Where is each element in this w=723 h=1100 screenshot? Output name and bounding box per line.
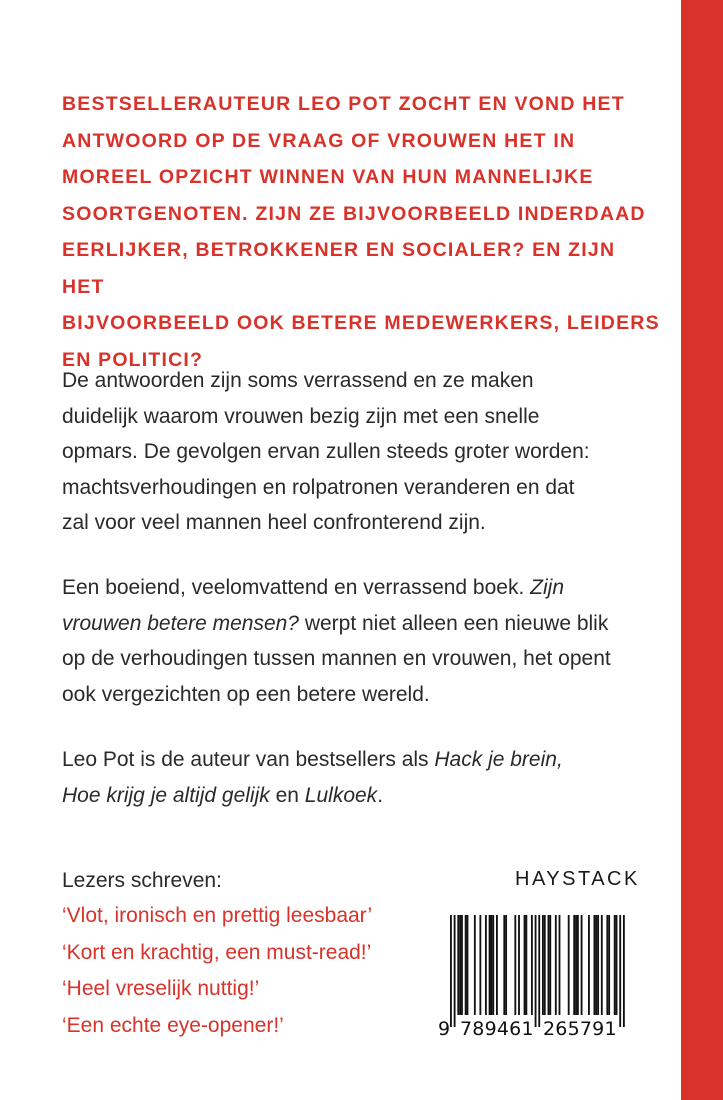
barcode-bar [606,915,608,1015]
barcode-bar [601,915,603,1015]
barcode-guard-bar [450,915,452,1027]
book-title-italic: Hack je brein, [434,748,563,771]
barcode-guard-bar [535,915,537,1027]
barcode-bar [559,915,561,1015]
review-quote: ‘Vlot, ironisch en prettig leesbaar’ [62,904,373,927]
book-title-italic: Lulkoek [304,783,378,807]
barcode-bar [588,915,590,1015]
barcode-bar [518,915,520,1015]
barcode-bar [575,915,577,1015]
barcode-bar [595,915,597,1015]
review-quote: ‘Heel vreselijk nuttig!’ [62,977,260,1000]
barcode-bar [492,915,494,1015]
book-title-italic: Hoe krijg je altijd gelijk [62,783,270,807]
barcode-guard-bar [623,915,625,1027]
barcode-bar [573,915,575,1015]
paragraph-line: duidelijk waarom vrouwen bezig zijn met een snelle [62,404,540,428]
barcode-bar [490,915,492,1015]
barcode-guard-bar [538,915,540,1027]
barcode-bar [461,915,463,1015]
barcode-bar [503,915,505,1015]
paragraph-line: op de verhoudingen tussen mannen en vrouwen, het opent [62,647,611,670]
barcode-bar [485,915,487,1015]
barcode-bar [514,915,516,1015]
paragraph-text: werpt niet alleen een nieuwe blik [298,611,609,635]
barcode-guard-bar [619,915,621,1027]
red-spine-band [681,0,723,1100]
barcode-bar [555,915,557,1015]
paragraph-line: opmars. De gevolgen ervan zullen steeds groter worden: [62,440,590,463]
barcode-bar [459,915,461,1015]
barcode-guard-bar [454,915,456,1027]
barcode-bar [465,915,467,1015]
barcode-bar [549,915,551,1015]
barcode-bar [474,915,476,1015]
barcode-bar [544,915,546,1015]
barcode-bar [542,915,544,1015]
bio-text: en [269,783,305,807]
barcode-bar [489,915,491,1015]
barcode-bar [608,915,610,1015]
barcode-bar [479,915,481,1015]
isbn-digits [438,1014,636,1044]
barcode-bar [568,915,570,1015]
blurb-line: BESTSELLERAUTEUR LEO POT ZOCHT EN VOND HET [62,93,625,115]
barcode-bar [597,915,599,1015]
reviews-heading: Lezers schreven: [62,869,222,892]
blurb-line: MOREEL OPZICHT WINNEN VAN HUN MANNELIJKE [62,166,594,188]
barcode-bar [524,915,526,1015]
publisher-logo: HAYSTACK [515,868,640,890]
bio-text: . [377,783,384,807]
barcode-bar [531,915,533,1015]
barcode-bar [548,915,550,1015]
barcode-bar [467,915,469,1015]
book-title-italic: vrouwen betere mensen? [62,611,299,635]
description-paragraph [62,363,662,541]
paragraph-line: ook vergezichten op een betere wereld. [62,682,430,706]
isbn-barcode [438,907,636,1047]
author-bio [62,742,662,813]
blurb-line: SOORTGENOTEN. ZIJN ZE BIJVOORBEELD INDERDAAD [62,202,646,225]
blurb-line: EN POLITICI? [62,348,204,371]
review-quote: ‘Een echte eye-opener!’ [62,1013,284,1037]
barcode-bar [525,915,527,1015]
barcode-bar [594,915,596,1015]
blurb-line: EERLIJKER, BETROKKENER EN SOCIALER? EN ZIJN HET [62,239,616,298]
review-paragraph [62,570,662,712]
barcode-bar [577,915,579,1015]
blurb-line: ANTWOORD OP DE VRAAG OF VROUWEN HET IN [62,129,576,152]
isbn-first-digit: 9 [438,1018,451,1040]
barcode-bar [616,915,618,1015]
reader-reviews [62,863,442,1044]
review-quote: ‘Kort en krachtig, een must-read!’ [62,940,372,964]
paragraph-line: machtsverhoudingen en rolpatronen veranderen en dat [62,475,575,499]
barcode-bar [496,915,498,1015]
isbn-right-group: 265791 [543,1018,617,1040]
paragraph-text: Een boeiend, veelomvattend en verrassend boek. [62,576,531,599]
paragraph-line: zal voor veel mannen heel confronterend zijn. [62,511,486,534]
barcode-bar [505,915,507,1015]
back-cover-blurb [62,86,662,378]
barcode-bar [457,915,459,1015]
isbn-left-group: 789461 [460,1018,534,1040]
barcode-bar [614,915,616,1015]
barcode-bar [581,915,583,1015]
blurb-line: BIJVOORBEELD OOK BETERE MEDEWERKERS, LEIDERS [62,312,660,334]
book-title-italic: Zijn [530,576,564,599]
bio-text: Leo Pot is de auteur van bestsellers als [62,748,435,771]
paragraph-line: De antwoorden zijn soms verrassend en ze maken [62,369,534,392]
